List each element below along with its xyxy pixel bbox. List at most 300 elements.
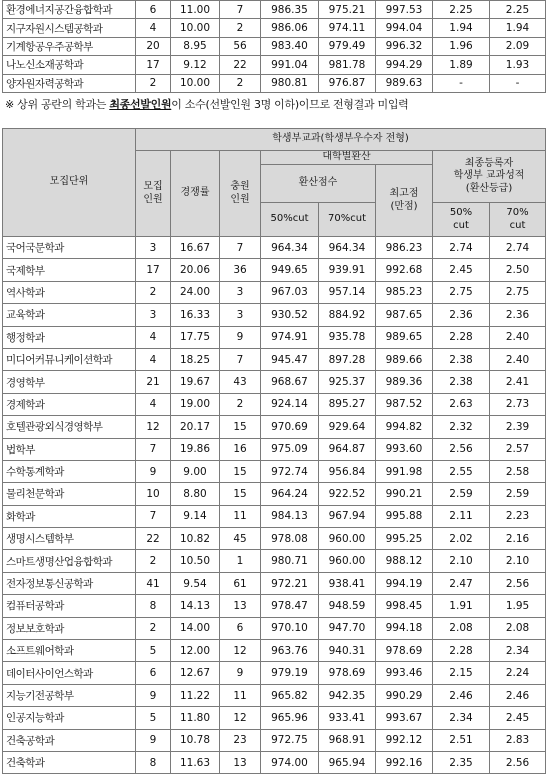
header-final: 최종등록자 학생부 교과성적 (환산등급) [433,151,546,203]
max-cell: 978.69 [376,640,433,662]
header-addl: 충원 인원 [220,151,261,237]
quota-cell: 8 [136,751,171,773]
cut50-cell: 949.65 [261,259,319,281]
addl-cell: 13 [220,595,261,617]
note-emphasis: 최종선발인원 [109,98,172,111]
grade50-cell: 2.75 [433,281,490,303]
quota-cell: 6 [136,1,171,19]
grade50-cell: 2.47 [433,572,490,594]
addl-cell: 13 [220,751,261,773]
grade70-cell: 2.58 [490,460,546,482]
cut70-cell: 942.35 [319,684,376,706]
grade70-cell: 2.23 [490,505,546,527]
cut50-cell: 965.96 [261,707,319,729]
max-cell: 989.63 [376,74,433,92]
quota-cell: 20 [136,37,171,55]
max-cell: 988.12 [376,550,433,572]
dept-cell: 기계항공우주공학부 [3,37,136,55]
dept-cell: 역사학과 [3,281,136,303]
ratio-cell: 10.50 [171,550,220,572]
cut50-cell: 986.35 [261,1,319,19]
table-row [3,1,546,19]
grade50-cell: 1.94 [433,19,490,37]
addl-cell: 11 [220,684,261,706]
addl-cell: 2 [220,19,261,37]
grade50-cell: 2.36 [433,304,490,326]
dept-cell: 소프트웨어학과 [3,640,136,662]
dept-cell: 지능기전공학부 [3,684,136,706]
cut70-cell: 960.00 [319,550,376,572]
addl-cell: 12 [220,640,261,662]
ratio-cell: 20.06 [171,259,220,281]
quota-cell: 2 [136,550,171,572]
grade50-cell: 2.25 [433,1,490,19]
ratio-cell: 10.00 [171,74,220,92]
table-row [3,304,546,326]
grade50-cell: 2.63 [433,393,490,415]
addl-cell: 12 [220,707,261,729]
ratio-cell: 19.67 [171,371,220,393]
table-row [3,393,546,415]
grade50-cell: 2.28 [433,326,490,348]
grade70-cell: 2.56 [490,572,546,594]
header-score: 환산점수 [261,165,376,203]
cut70-cell: 897.28 [319,348,376,370]
ratio-cell: 9.54 [171,572,220,594]
cut70-cell: 933.41 [319,707,376,729]
note-suffix: 이 소수(선발인원 3명 이하)이므로 전형결과 미입력 [171,98,409,111]
grade50-cell: 2.38 [433,348,490,370]
grade70-cell: 2.34 [490,640,546,662]
table-row [3,550,546,572]
cut50-cell: 980.71 [261,550,319,572]
cut50-cell: 983.40 [261,37,319,55]
addl-cell: 15 [220,416,261,438]
ratio-cell: 12.67 [171,662,220,684]
cut70-cell: 895.27 [319,393,376,415]
grade50-cell: 1.91 [433,595,490,617]
grade50-cell: 2.15 [433,662,490,684]
grade70-cell: 2.75 [490,281,546,303]
cut50-cell: 968.67 [261,371,319,393]
dept-cell: 전자정보통신공학과 [3,572,136,594]
grade50-cell: 2.08 [433,617,490,639]
addl-cell: 9 [220,662,261,684]
ratio-cell: 14.13 [171,595,220,617]
table-row [3,281,546,303]
cut50-cell: 967.03 [261,281,319,303]
max-cell: 994.18 [376,617,433,639]
ratio-cell: 11.22 [171,684,220,706]
addl-cell: 16 [220,438,261,460]
cut50-cell: 984.13 [261,505,319,527]
top-results-table [2,0,546,93]
cut50-cell: 924.14 [261,393,319,415]
grade70-cell: 2.40 [490,348,546,370]
grade50-cell: 2.46 [433,684,490,706]
addl-cell: 3 [220,281,261,303]
dept-cell: 화학과 [3,505,136,527]
cut70-cell: 979.49 [319,37,376,55]
table-row [3,74,546,92]
addl-cell: 36 [220,259,261,281]
cut50-cell: 964.34 [261,237,319,259]
header-grade50: 50% cut [433,203,490,237]
grade50-cell: 2.32 [433,416,490,438]
grade50-cell: - [433,74,490,92]
table-row [3,684,546,706]
ratio-cell: 24.00 [171,281,220,303]
max-cell: 992.12 [376,729,433,751]
dept-cell: 스마트생명산업융합학과 [3,550,136,572]
addl-cell: 56 [220,37,261,55]
max-cell: 987.52 [376,393,433,415]
cut70-cell: 947.70 [319,617,376,639]
grade70-cell: 2.57 [490,438,546,460]
grade70-cell: 2.25 [490,1,546,19]
cut70-cell: 978.69 [319,662,376,684]
table-row [3,729,546,751]
quota-cell: 9 [136,684,171,706]
header-grade70: 70% cut [490,203,546,237]
cut50-cell: 970.69 [261,416,319,438]
addl-cell: 7 [220,237,261,259]
table-row [3,371,546,393]
addl-cell: 22 [220,56,261,74]
cut50-cell: 991.04 [261,56,319,74]
dept-cell: 정보보호학과 [3,617,136,639]
grade70-cell: 2.09 [490,37,546,55]
max-cell: 994.82 [376,416,433,438]
ratio-cell: 11.00 [171,1,220,19]
addl-cell: 7 [220,1,261,19]
dept-cell: 행정학과 [3,326,136,348]
cut50-cell: 975.09 [261,438,319,460]
ratio-cell: 20.17 [171,416,220,438]
grade70-cell: 2.45 [490,707,546,729]
table-row [3,751,546,773]
quota-cell: 4 [136,348,171,370]
ratio-cell: 16.67 [171,237,220,259]
ratio-cell: 19.86 [171,438,220,460]
grade50-cell: 1.96 [433,37,490,55]
grade50-cell: 2.45 [433,259,490,281]
grade70-cell: 2.10 [490,550,546,572]
max-cell: 987.65 [376,304,433,326]
grade50-cell: 2.59 [433,483,490,505]
cut50-cell: 974.00 [261,751,319,773]
addl-cell: 6 [220,617,261,639]
cut70-cell: 956.84 [319,460,376,482]
ratio-cell: 10.82 [171,528,220,550]
addl-cell: 7 [220,348,261,370]
table-row [3,259,546,281]
grade50-cell: 2.02 [433,528,490,550]
addl-cell: 15 [220,483,261,505]
max-cell: 992.68 [376,259,433,281]
dept-cell: 건축학과 [3,751,136,773]
max-cell: 993.46 [376,662,433,684]
grade70-cell: 2.59 [490,483,546,505]
grade70-cell: 1.94 [490,19,546,37]
quota-cell: 2 [136,617,171,639]
ratio-cell: 17.75 [171,326,220,348]
grade50-cell: 2.11 [433,505,490,527]
cut50-cell: 978.47 [261,595,319,617]
addl-cell: 15 [220,460,261,482]
cut50-cell: 964.24 [261,483,319,505]
cut70-cell: 948.59 [319,595,376,617]
grade70-cell: 2.24 [490,662,546,684]
quota-cell: 22 [136,528,171,550]
header-max: 최고점 (만점) [376,165,433,237]
quota-cell: 5 [136,640,171,662]
addl-cell: 2 [220,74,261,92]
cut50-cell: 945.47 [261,348,319,370]
cut50-cell: 972.21 [261,572,319,594]
cut50-cell: 972.75 [261,729,319,751]
grade70-cell: 2.16 [490,528,546,550]
addl-cell: 43 [220,371,261,393]
header-group: 학생부교과(학생부우수자 전형) [136,129,546,151]
dept-cell: 교육학과 [3,304,136,326]
quota-cell: 7 [136,438,171,460]
quota-cell: 9 [136,460,171,482]
grade50-cell: 2.38 [433,371,490,393]
dept-cell: 수학통계학과 [3,460,136,482]
max-cell: 986.23 [376,237,433,259]
dept-cell: 컴퓨터공학과 [3,595,136,617]
ratio-cell: 11.80 [171,707,220,729]
dept-cell: 나노신소재공학과 [3,56,136,74]
grade70-cell: 2.36 [490,304,546,326]
dept-cell: 지구자원시스템공학과 [3,19,136,37]
grade70-cell: 2.39 [490,416,546,438]
grade70-cell: 2.83 [490,729,546,751]
cut70-cell: 974.11 [319,19,376,37]
header-cut50: 50%cut [261,203,319,237]
quota-cell: 3 [136,304,171,326]
header-cut70: 70%cut [319,203,376,237]
table-row [3,460,546,482]
quota-cell: 7 [136,505,171,527]
addl-cell: 3 [220,304,261,326]
dept-cell: 생명시스템학부 [3,528,136,550]
main-table-body [3,237,546,774]
ratio-cell: 18.25 [171,348,220,370]
table-row [3,483,546,505]
grade50-cell: 2.56 [433,438,490,460]
table-row [3,595,546,617]
header-quota: 모집 인원 [136,151,171,237]
grade50-cell: 2.34 [433,707,490,729]
cut70-cell: 939.91 [319,259,376,281]
dept-cell: 경제학과 [3,393,136,415]
cut70-cell: 922.52 [319,483,376,505]
max-cell: 990.21 [376,483,433,505]
quota-cell: 21 [136,371,171,393]
grade50-cell: 2.10 [433,550,490,572]
grade70-cell: 2.41 [490,371,546,393]
grade70-cell: 2.74 [490,237,546,259]
grade50-cell: 2.51 [433,729,490,751]
dept-cell: 미디어커뮤니케이션학과 [3,348,136,370]
cut70-cell: 964.34 [319,237,376,259]
dept-cell: 양자원자력공학과 [3,74,136,92]
max-cell: 995.25 [376,528,433,550]
ratio-cell: 12.00 [171,640,220,662]
cut70-cell: 964.87 [319,438,376,460]
quota-cell: 3 [136,237,171,259]
header-dept: 모집단위 [3,129,136,237]
dept-cell: 법학부 [3,438,136,460]
top-table-body [3,1,546,93]
ratio-cell: 10.00 [171,19,220,37]
max-cell: 993.60 [376,438,433,460]
cut50-cell: 972.74 [261,460,319,482]
max-cell: 994.19 [376,572,433,594]
dept-cell: 환경에너지공간융합학과 [3,1,136,19]
grade50-cell: 2.35 [433,751,490,773]
grade70-cell: 2.50 [490,259,546,281]
dept-cell: 인공지능학과 [3,707,136,729]
cut50-cell: 978.08 [261,528,319,550]
dept-cell: 경영학부 [3,371,136,393]
grade70-cell: 2.40 [490,326,546,348]
table-row [3,348,546,370]
ratio-cell: 9.00 [171,460,220,482]
main-results-table [2,128,546,774]
cut70-cell: 968.91 [319,729,376,751]
grade70-cell: 2.46 [490,684,546,706]
header-converted: 대학별환산 [261,151,433,165]
table-row [3,617,546,639]
max-cell: 985.23 [376,281,433,303]
grade70-cell: - [490,74,546,92]
max-cell: 989.66 [376,348,433,370]
addl-cell: 61 [220,572,261,594]
quota-cell: 9 [136,729,171,751]
quota-cell: 2 [136,281,171,303]
ratio-cell: 10.78 [171,729,220,751]
quota-cell: 41 [136,572,171,594]
grade50-cell: 2.55 [433,460,490,482]
cut70-cell: 967.94 [319,505,376,527]
grade70-cell: 2.56 [490,751,546,773]
ratio-cell: 19.00 [171,393,220,415]
cut70-cell: 938.41 [319,572,376,594]
table-row [3,237,546,259]
ratio-cell: 8.80 [171,483,220,505]
cut50-cell: 979.19 [261,662,319,684]
cut50-cell: 930.52 [261,304,319,326]
table-row [3,640,546,662]
max-cell: 995.88 [376,505,433,527]
header-ratio: 경쟁률 [171,151,220,237]
quota-cell: 12 [136,416,171,438]
addl-cell: 1 [220,550,261,572]
cut50-cell: 980.81 [261,74,319,92]
dept-cell: 국어국문학과 [3,237,136,259]
quota-cell: 6 [136,662,171,684]
grade50-cell: 1.89 [433,56,490,74]
cut70-cell: 940.31 [319,640,376,662]
quota-cell: 5 [136,707,171,729]
cut70-cell: 975.21 [319,1,376,19]
cut70-cell: 884.92 [319,304,376,326]
ratio-cell: 8.95 [171,37,220,55]
grade70-cell: 2.08 [490,617,546,639]
grade70-cell: 2.73 [490,393,546,415]
max-cell: 992.16 [376,751,433,773]
ratio-cell: 11.63 [171,751,220,773]
table-row [3,528,546,550]
note-prefix: ※ 상위 공란의 학과는 [5,98,110,111]
cut70-cell: 965.94 [319,751,376,773]
quota-cell: 4 [136,393,171,415]
max-cell: 989.65 [376,326,433,348]
dept-cell: 물리천문학과 [3,483,136,505]
quota-cell: 4 [136,19,171,37]
cut70-cell: 929.64 [319,416,376,438]
ratio-cell: 16.33 [171,304,220,326]
quota-cell: 17 [136,259,171,281]
max-cell: 994.04 [376,19,433,37]
table-row [3,326,546,348]
cut70-cell: 976.87 [319,74,376,92]
cut50-cell: 986.06 [261,19,319,37]
table-row [3,19,546,37]
table-row [3,56,546,74]
table-row [3,505,546,527]
cut70-cell: 925.37 [319,371,376,393]
max-cell: 990.29 [376,684,433,706]
table-row [3,37,546,55]
max-cell: 989.36 [376,371,433,393]
grade50-cell: 2.28 [433,640,490,662]
cut50-cell: 963.76 [261,640,319,662]
quota-cell: 4 [136,326,171,348]
table-row [3,662,546,684]
cut70-cell: 935.78 [319,326,376,348]
table-row [3,572,546,594]
cut70-cell: 957.14 [319,281,376,303]
cut70-cell: 981.78 [319,56,376,74]
cut50-cell: 965.82 [261,684,319,706]
addl-cell: 23 [220,729,261,751]
addl-cell: 9 [220,326,261,348]
max-cell: 998.45 [376,595,433,617]
cut50-cell: 970.10 [261,617,319,639]
ratio-cell: 9.14 [171,505,220,527]
dept-cell: 호텔관광외식경영학부 [3,416,136,438]
grade70-cell: 1.95 [490,595,546,617]
dept-cell: 데이터사이언스학과 [3,662,136,684]
addl-cell: 45 [220,528,261,550]
quota-cell: 2 [136,74,171,92]
ratio-cell: 14.00 [171,617,220,639]
max-cell: 996.32 [376,37,433,55]
grade50-cell: 2.74 [433,237,490,259]
quota-cell: 17 [136,56,171,74]
cut50-cell: 974.91 [261,326,319,348]
table-row [3,438,546,460]
max-cell: 993.67 [376,707,433,729]
table-row [3,416,546,438]
quota-cell: 8 [136,595,171,617]
footnote [5,96,545,112]
dept-cell: 건축공학과 [3,729,136,751]
